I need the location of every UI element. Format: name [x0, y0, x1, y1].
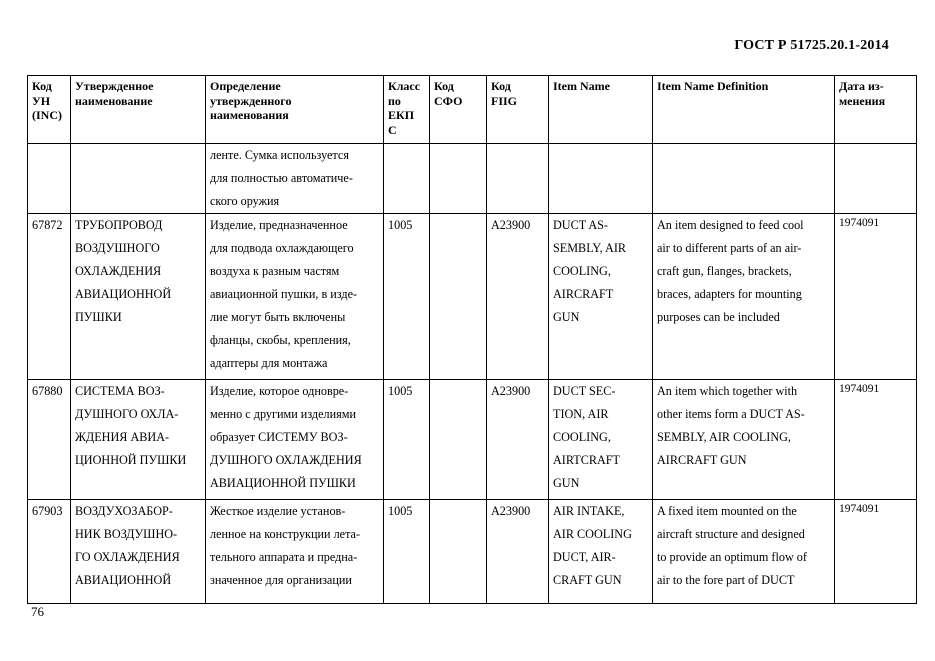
column-header-line: Код	[491, 79, 511, 93]
cell-line: ского оружия	[210, 194, 280, 208]
cell-line: ленте. Сумка используется	[210, 148, 349, 162]
cell-fiig	[487, 144, 549, 214]
cell-value: 67872	[32, 218, 63, 232]
cell-line: ДУШНОГО ОХЛА-	[75, 407, 179, 421]
cell-date	[835, 500, 917, 604]
cell-value: A23900	[491, 384, 531, 398]
cell-line: ДУШНОГО ОХЛАЖДЕНИЯ	[210, 453, 362, 467]
cell-inc	[28, 500, 71, 604]
cell-line: braces, adapters for mounting	[657, 287, 802, 301]
cell-line: An item designed to feed cool	[657, 218, 804, 232]
cell-value: 67880	[32, 384, 63, 398]
cell-value: 1005	[388, 218, 413, 232]
cell-line: ТРУБОПРОВОД	[75, 218, 163, 232]
cell-item-definition	[653, 214, 835, 380]
cell-line: GUN	[553, 476, 580, 490]
cell-line: Жесткое изделие установ-	[210, 504, 346, 518]
cell-line: АВИАЦИОННОЙ	[75, 287, 172, 301]
table-row	[28, 214, 917, 380]
cell-line: ВОЗДУШНОГО	[75, 241, 160, 255]
column-header-line: Item Name Definition	[657, 79, 769, 93]
column-header-date	[835, 76, 917, 144]
cell-line: воздуха к разным частям	[210, 264, 340, 278]
cell-inc	[28, 214, 71, 380]
document-standard-code: ГОСТ Р 51725.20.1-2014	[734, 38, 889, 53]
cell-line: АВИАЦИОННОЙ ПУШКИ	[210, 476, 356, 490]
cell-date	[835, 144, 917, 214]
cell-line: to provide an optimum flow of	[657, 550, 807, 564]
cell-approved-name	[71, 144, 206, 214]
cell-line: GUN	[553, 310, 580, 324]
column-header-line: наименования	[210, 108, 289, 122]
column-header-class	[384, 76, 430, 144]
cell-line: AIRTCRAFT	[553, 453, 620, 467]
table-row	[28, 144, 917, 214]
cell-line: НИК ВОЗДУШНО-	[75, 527, 178, 541]
cell-item-definition	[653, 500, 835, 604]
cell-line: air to the fore part of DUCT	[657, 573, 795, 587]
column-header-line: ЕКП	[388, 108, 415, 122]
cell-value: 1974091	[839, 383, 880, 395]
cell-line: DUCT AS-	[553, 218, 608, 232]
cell-line: TION, AIR	[553, 407, 609, 421]
column-header-line: Определение	[210, 79, 281, 93]
cell-line: DUCT SEC-	[553, 384, 616, 398]
cell-item-definition	[653, 380, 835, 500]
column-header-line: С	[388, 122, 397, 137]
column-header-line: Код	[32, 79, 52, 93]
cell-approved-name	[71, 500, 206, 604]
cell-line: Изделие, предназначенное	[210, 218, 348, 232]
cell-line: авиационной пушки, в изде-	[210, 287, 358, 301]
cell-line: AIRCRAFT GUN	[657, 453, 747, 467]
cell-line: фланцы, скобы, крепления,	[210, 333, 351, 347]
cell-line: ВОЗДУХОЗАБОР-	[75, 504, 173, 518]
cell-definition	[206, 380, 384, 500]
cell-line: образует СИСТЕМУ ВОЗ-	[210, 430, 348, 444]
column-header-definition	[206, 76, 384, 144]
cell-fiig	[487, 380, 549, 500]
cell-line: значенное для организации	[210, 573, 352, 587]
cell-inc	[28, 144, 71, 214]
cell-line: AIRCRAFT	[553, 287, 614, 301]
table-row	[28, 380, 917, 500]
column-header-line: УН	[32, 93, 51, 108]
cell-definition	[206, 144, 384, 214]
nomenclature-table	[27, 75, 917, 604]
cell-sfo	[430, 500, 487, 604]
page-number: 76	[31, 604, 44, 619]
cell-line: AIR INTAKE,	[553, 504, 625, 518]
cell-value: A23900	[491, 504, 531, 518]
cell-line: тельного аппарата и предна-	[210, 550, 358, 564]
cell-line: ЦИОННОЙ ПУШКИ	[75, 453, 187, 467]
cell-line: aircraft structure and designed	[657, 527, 805, 541]
cell-line: AIR COOLING	[553, 527, 632, 541]
column-header-line: утвержденного	[210, 93, 292, 108]
cell-fiig	[487, 500, 549, 604]
cell-date	[835, 380, 917, 500]
cell-class	[384, 214, 430, 380]
cell-line: craft gun, flanges, brackets,	[657, 264, 792, 278]
column-header-line: Код	[434, 79, 454, 93]
column-header-line: Дата из-	[839, 79, 884, 93]
cell-line: SEMBLY, AIR COOLING,	[657, 430, 791, 444]
cell-date	[835, 214, 917, 380]
cell-line: purposes can be included	[657, 310, 780, 324]
cell-line: CRAFT GUN	[553, 573, 622, 587]
cell-definition	[206, 500, 384, 604]
cell-sfo	[430, 214, 487, 380]
column-header-item-definition	[653, 76, 835, 144]
cell-line: DUCT, AIR-	[553, 550, 616, 564]
cell-inc	[28, 380, 71, 500]
cell-item-name	[549, 500, 653, 604]
cell-line: для подвода охлаждающего	[210, 241, 354, 255]
cell-sfo	[430, 380, 487, 500]
cell-approved-name	[71, 380, 206, 500]
table-header-row	[28, 76, 917, 144]
cell-value: 1005	[388, 504, 413, 518]
cell-line: лие могут быть включены	[210, 310, 346, 324]
cell-line: An item which together with	[657, 384, 798, 398]
cell-line: other items form a DUCT AS-	[657, 407, 805, 421]
cell-line: СИСТЕМА ВОЗ-	[75, 384, 165, 398]
cell-fiig	[487, 214, 549, 380]
cell-line: ленное на конструкции лета-	[210, 527, 361, 541]
cell-line: АВИАЦИОННОЙ	[75, 573, 172, 587]
column-header-line: Класс	[388, 79, 421, 93]
cell-line: COOLING,	[553, 430, 611, 444]
column-header-line: FIIG	[491, 93, 518, 108]
cell-value: 1974091	[839, 503, 880, 515]
cell-line: ГО ОХЛАЖДЕНИЯ	[75, 550, 180, 564]
cell-item-name	[549, 214, 653, 380]
column-header-approved-name	[71, 76, 206, 144]
column-header-line: Утвержденное	[75, 79, 154, 93]
cell-line: для полностью автоматиче-	[210, 171, 353, 185]
cell-line: SEMBLY, AIR	[553, 241, 627, 255]
table-row	[28, 500, 917, 604]
column-header-fiig	[487, 76, 549, 144]
cell-value: 1974091	[839, 217, 880, 229]
cell-line: Изделие, которое одновре-	[210, 384, 349, 398]
column-header-line: по	[388, 93, 401, 108]
cell-item-name	[549, 380, 653, 500]
column-header-item-name	[549, 76, 653, 144]
cell-value: A23900	[491, 218, 531, 232]
cell-line: менно с другими изделиями	[210, 407, 356, 421]
cell-line: ЖДЕНИЯ АВИА-	[75, 430, 170, 444]
cell-class	[384, 144, 430, 214]
cell-line: адаптеры для монтажа	[210, 356, 328, 370]
column-header-line: Item Name	[553, 79, 610, 93]
cell-line: air to different parts of an air-	[657, 241, 802, 255]
cell-line: ПУШКИ	[75, 310, 122, 324]
cell-class	[384, 380, 430, 500]
cell-item-definition	[653, 144, 835, 214]
cell-definition	[206, 214, 384, 380]
column-header-line: наименование	[75, 93, 153, 108]
column-header-sfo	[430, 76, 487, 144]
cell-approved-name	[71, 214, 206, 380]
cell-item-name	[549, 144, 653, 214]
column-header-line: (INC)	[32, 108, 62, 122]
column-header-line: менения	[839, 93, 886, 108]
cell-sfo	[430, 144, 487, 214]
cell-value: 1005	[388, 384, 413, 398]
cell-line: A fixed item mounted on the	[657, 504, 797, 518]
column-header-inc	[28, 76, 71, 144]
cell-line: COOLING,	[553, 264, 611, 278]
cell-value: 67903	[32, 504, 63, 518]
cell-class	[384, 500, 430, 604]
column-header-line: СФО	[434, 93, 463, 108]
cell-line: ОХЛАЖДЕНИЯ	[75, 264, 162, 278]
